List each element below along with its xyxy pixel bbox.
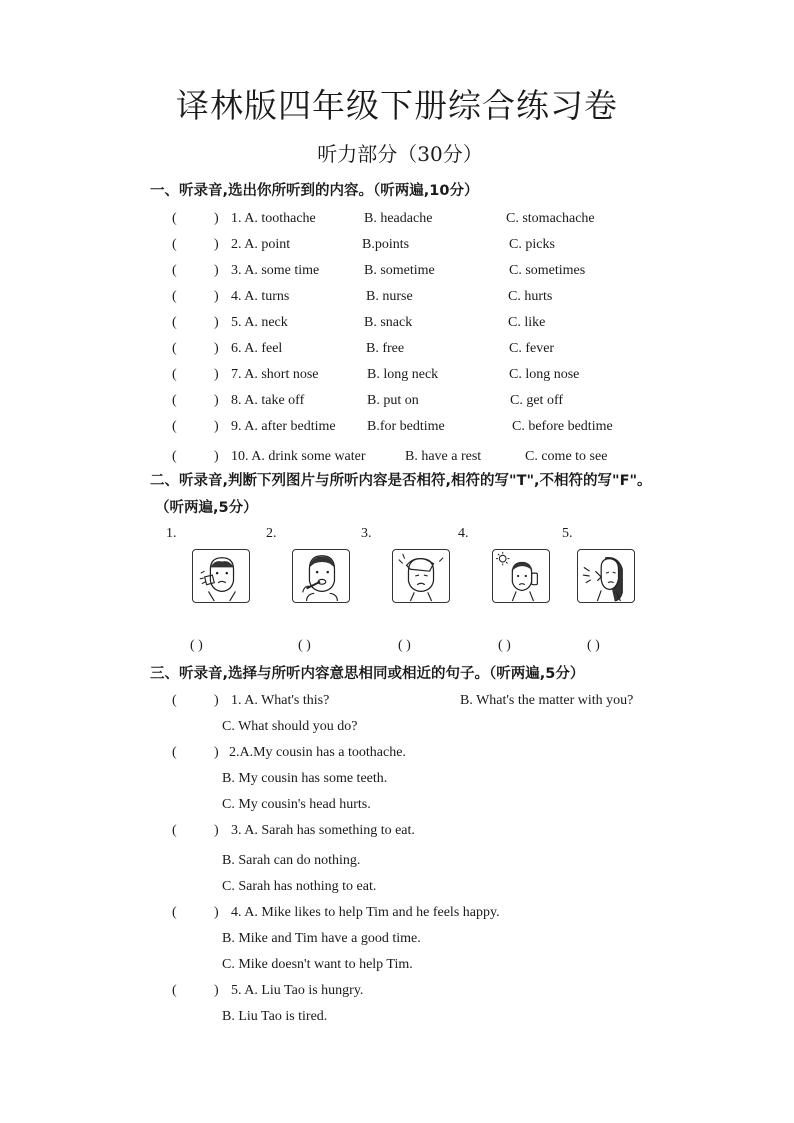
option-b: B. free [366, 341, 405, 356]
answer-paren-open[interactable]: ( [172, 367, 177, 382]
page-subtitle: 听力部分（30分） [317, 142, 483, 166]
answer-paren-close[interactable]: ) [214, 341, 219, 356]
option-a: 3. A. Sarah has something to eat. [231, 823, 415, 838]
s1-question-8 [0, 391, 794, 411]
s1-question-9 [0, 417, 794, 437]
s1-question-1 [0, 209, 794, 229]
toothache-picture [192, 549, 250, 603]
s1-question-2 [0, 235, 794, 255]
section3-heading: 三、听录音,选择与所听内容意思相同或相近的句子。（听两遍,5分） [150, 666, 585, 682]
answer-paren-close[interactable]: ) [214, 745, 219, 760]
answer-paren-open[interactable]: ( [172, 419, 177, 434]
option-b: B. nurse [366, 289, 413, 304]
answer-paren-close[interactable]: ) [214, 289, 219, 304]
option-a: 8. A. take off [231, 393, 305, 408]
answer-paren-open[interactable]: ( [172, 745, 177, 760]
section2-heading: 二、听录音,判断下列图片与所听内容是否相符,相符的写"T",不相符的写"F"。 [150, 473, 652, 489]
picture-2-answer[interactable]: ( ) [298, 638, 311, 653]
picture-3-answer[interactable]: ( ) [398, 638, 411, 653]
picture-number-3: 3. [361, 526, 372, 541]
option-b: B. put on [367, 393, 419, 408]
s3-q3-option-b: B. Sarah can do nothing. [222, 853, 361, 868]
s1-question-3 [0, 261, 794, 281]
picture-number-5: 5. [562, 526, 573, 541]
brushing-teeth-picture [292, 549, 350, 603]
answer-paren-open[interactable]: ( [172, 693, 177, 708]
s3-question-1 [0, 691, 794, 711]
option-a: 9. A. after bedtime [231, 419, 336, 434]
option-a: 2.A.My cousin has a toothache. [229, 745, 406, 760]
option-c: C. before bedtime [512, 419, 613, 434]
s3-q5-option-b: B. Liu Tao is tired. [222, 1009, 328, 1024]
answer-paren-close[interactable]: ) [214, 367, 219, 382]
option-b: B. snack [364, 315, 413, 330]
option-c: C. long nose [509, 367, 580, 382]
answer-paren-open[interactable]: ( [172, 315, 177, 330]
option-a: 7. A. short nose [231, 367, 319, 382]
answer-paren-close[interactable]: ) [214, 449, 219, 464]
headache-picture [392, 549, 450, 603]
answer-paren-open[interactable]: ( [172, 289, 177, 304]
option-b: B. long neck [367, 367, 439, 382]
picture-5-answer[interactable]: ( ) [587, 638, 600, 653]
option-c: C. like [508, 315, 546, 330]
page-title: 译林版四年级下册综合练习卷 [176, 86, 618, 125]
s1-question-7 [0, 365, 794, 385]
option-a: 5. A. neck [231, 315, 288, 330]
option-c: C. picks [509, 237, 555, 252]
s1-question-6 [0, 339, 794, 359]
s1-question-5 [0, 313, 794, 333]
s3-q2-option-b: B. My cousin has some teeth. [222, 771, 388, 786]
option-b: B. headache [364, 211, 433, 226]
answer-paren-close[interactable]: ) [214, 393, 219, 408]
option-c: C. come to see [525, 449, 608, 464]
answer-paren-open[interactable]: ( [172, 393, 177, 408]
picture-number-4: 4. [458, 526, 469, 541]
answer-paren-close[interactable]: ) [214, 983, 219, 998]
answer-paren-close[interactable]: ) [214, 823, 219, 838]
answer-paren-open[interactable]: ( [172, 823, 177, 838]
picture-4-answer[interactable]: ( ) [498, 638, 511, 653]
option-c: C. stomachache [506, 211, 595, 226]
option-b: B. sometime [364, 263, 435, 278]
s3-question-2 [0, 743, 794, 763]
answer-paren-open[interactable]: ( [172, 263, 177, 278]
headache-illustration [393, 550, 449, 602]
answer-paren-close[interactable]: ) [214, 905, 219, 920]
s3-q1-option-c: C. What should you do? [222, 719, 358, 734]
answer-paren-open[interactable]: ( [172, 341, 177, 356]
answer-paren-close[interactable]: ) [214, 237, 219, 252]
option-c: C. get off [510, 393, 564, 408]
earache-illustration [578, 550, 634, 602]
option-c: C. fever [509, 341, 555, 356]
answer-paren-open[interactable]: ( [172, 983, 177, 998]
answer-paren-open[interactable]: ( [172, 905, 177, 920]
s3-question-4 [0, 903, 794, 923]
answer-paren-close[interactable]: ) [214, 263, 219, 278]
fever-illustration [493, 550, 549, 602]
s3-question-3 [0, 821, 794, 841]
option-a: 5. A. Liu Tao is hungry. [231, 983, 364, 998]
brushing-teeth-illustration [293, 550, 349, 602]
section1-heading: 一、听录音,选出你所听到的内容。（听两遍,10分） [150, 183, 479, 199]
s1-question-4 [0, 287, 794, 307]
s1-question-10 [0, 447, 794, 467]
option-a: 4. A. turns [231, 289, 290, 304]
toothache-illustration [193, 550, 249, 602]
option-a: 2. A. point [231, 237, 291, 252]
s3-q4-option-c: C. Mike doesn't want to help Tim. [222, 957, 413, 972]
s3-q4-option-b: B. Mike and Tim have a good time. [222, 931, 421, 946]
picture-number-1: 1. [166, 526, 177, 541]
answer-paren-close[interactable]: ) [214, 419, 219, 434]
option-a: 6. A. feel [231, 341, 283, 356]
option-a: 1. A. What's this? [231, 693, 330, 708]
s3-question-5 [0, 981, 794, 1001]
answer-paren-close[interactable]: ) [214, 315, 219, 330]
option-c: C. hurts [508, 289, 553, 304]
picture-number-2: 2. [266, 526, 277, 541]
option-b: B. What's the matter with you? [460, 693, 634, 708]
answer-paren-open[interactable]: ( [172, 211, 177, 226]
option-a: 1. A. toothache [231, 211, 316, 226]
option-a: 4. A. Mike likes to help Tim and he feels happy. [231, 905, 500, 920]
picture-1-answer[interactable]: ( ) [190, 638, 203, 653]
s3-q2-option-c: C. My cousin's head hurts. [222, 797, 371, 812]
option-b: B.points [362, 237, 410, 252]
earache-picture [577, 549, 635, 603]
option-c: C. sometimes [509, 263, 586, 278]
option-a: 3. A. some time [231, 263, 320, 278]
answer-paren-close[interactable]: ) [214, 693, 219, 708]
answer-paren-close[interactable]: ) [214, 211, 219, 226]
section2-heading-points: （听两遍,5分） [155, 500, 258, 516]
option-b: B.for bedtime [367, 419, 445, 434]
option-b: B. have a rest [405, 449, 482, 464]
s3-q3-option-c: C. Sarah has nothing to eat. [222, 879, 377, 894]
fever-picture [492, 549, 550, 603]
option-a: 10. A. drink some water [231, 449, 366, 464]
answer-paren-open[interactable]: ( [172, 449, 177, 464]
answer-paren-open[interactable]: ( [172, 237, 177, 252]
